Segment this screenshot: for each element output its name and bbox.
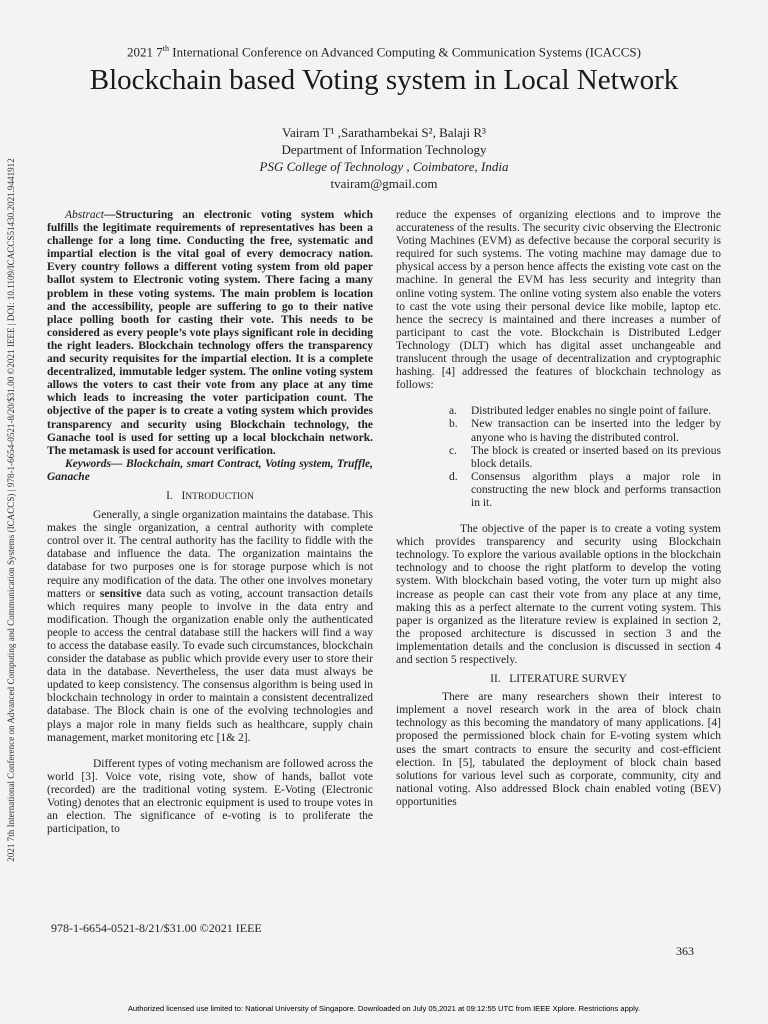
right-paragraph-3: There are many researchers shown their interest to implement a novel research work in the area of block chain technology as this becoming the mandatory of many applications. [4] proposed the permissioned block chain for E-voting system which uses the smart contracts to ensure the security and cost-efficient election. In [5], tabulated the deployment of block chain based solutions for various level such as corporate, community, city and national voting. Also addressed Block chain enabled voting (BEV) opportunities (396, 691, 721, 808)
section-number: I. (166, 489, 173, 502)
list-item (449, 418, 721, 444)
list-item-text: The block is created or inserted based on its previous block details. (471, 444, 721, 470)
abstract (47, 209, 373, 458)
list-marker: c. (449, 444, 457, 457)
list-item (449, 405, 721, 418)
intro-p1-bold: sensitive (99, 587, 142, 600)
conf-ordinal: th (162, 44, 170, 53)
section-heading-introduction (47, 490, 373, 504)
right-paragraph-2: The objective of the paper is to create a voting system which provides transparency and security using Blockchain technology. To explore the various available options in the blockchain technology and to choose the right platform to develop the voting system. With blockchain based voting, the voter turn up might also increase as people can cast their vote from any place at any time, making this as a perfect alternate to the current voting system. This paper is organized as the literature review is explained in section 2, the proposed architecture is discussed in section 3 and the implementation details and the conclusion is discussed in section 4 and section 5 respectively. (396, 523, 721, 666)
paper-title: Blockchain based Voting system in Local Network (89, 64, 679, 96)
left-column (47, 209, 373, 836)
abstract-label: Abstract (65, 209, 104, 221)
list-item (449, 445, 721, 471)
doi-sidebar (4, 130, 18, 890)
author-block (0, 124, 768, 192)
section-title-initial: I (181, 489, 186, 502)
list-marker: b. (449, 418, 458, 431)
right-paragraph-1: reduce the expenses of organizing elections and to improve the accurateness of the results. The security civic observing the Electronic Voting Machines (EVM) as defective because the corporal security is required for such systems. The voting machine may damage due to physical access by a person hence affects the existing vote cast on the machine. In general the EVM has less security and integrity than online voting system. The online voting system also enable the voters to cast the vote using their personal device like mobile, laptop etc. hence the secrecy is maintained and there increases a number of participant to cast the vote. Blockchain is Distributed Ledger Technology (DLT) which has digital asset unchangeable and translucent through the usage of decentralization and cryptographic hashing. [4] addressed the features of blockchain technology as follows: (396, 209, 721, 392)
author-names: Vairam T¹ ,Sarathambekai S², Balaji R³ (282, 125, 486, 140)
intro-paragraph-1 (47, 509, 373, 745)
author-department: Department of Information Technology (281, 142, 487, 157)
intro-p1-end: data such as voting, account transaction details which requires many people to involve in the data entry and modification. Though the organization enable only the authenticated people to access the central database still the hackers will find a way to access the database easily. To evade such circumstances, blockchain consider the database as public which provide every user to store their data in the database. Nevertheless, the user data must always be updated to keep consistency. The consensus algorithm is being used in blockchain technology in order to maintain a consistent decentralized database. The Block chain is one of the evolving technologies and plays a major role in many fields such as healthcare, supply chain management, market monitoring etc [1& 2]. (47, 587, 373, 744)
conf-name: International Conference on Advanced Computing & Communication Systems (ICACCS) (169, 44, 641, 60)
isbn-footer: 978-1-6654-0521-8/21/$31.00 ©2021 IEEE (51, 921, 262, 935)
abstract-text: —Structuring an electronic voting system which fulfills the legitimate requirements of representatives has been a challenge for a long time. Conducting the free, systematic and impartial election is the vital goal of every democracy nation. Every country follows a different voting system from old paper ballot system to Electronic voting system. There facing a many problem in these voting systems. The main problem is location and the accessibility, people are suffering to go to their native place polling booth for casting their vote. This needs to be considered as every people’s vote plays significant role in deciding the right leaders. Blockchain technology offers the transparency and security requisites for the impartial election. It is a complete decentralized, immutable ledger system. The online voting system allows the voters to cast their vote from any place at any time which leads to increasing the voter participation count. The objective of the paper is to create a voting system which provides transparency and security using Blockchain technology, the Ganache tool is used for setting up a local blockchain network. The metamask is used for account verification. (47, 209, 373, 457)
section-number: II. (490, 673, 501, 686)
conference-header (0, 44, 768, 60)
section-heading-literature-survey (396, 673, 721, 686)
list-item-text: New transaction can be inserted into the ledger by anyone who is having the distributed control. (471, 418, 721, 444)
section-title-rest: NTRODUCTION (185, 491, 254, 502)
list-item-text: Consensus algorithm plays a major role in constructing the new block and performs transaction in it. (471, 470, 721, 509)
right-column (396, 209, 721, 809)
keywords: Keywords— Blockchain, smart Contract, Voting system, Truffle, Ganache (47, 457, 373, 483)
list-marker: a. (449, 405, 457, 418)
blockchain-features-list (449, 405, 721, 510)
intro-p1-start: Generally, a single organization maintains the database. This makes the single organization, a central authority with complete control over it. The central authority has the facility to fiddle with the database and influence the data. The organization maintains the database for two purposes one is for storage purpose which is not require any modification of the data. The other one involves monetary matters or (47, 509, 373, 600)
conf-year: 2021 7 (127, 44, 163, 60)
section-title: LITERATURE SURVEY (509, 673, 627, 686)
author-email[interactable]: tvairam@gmail.com (330, 176, 438, 191)
license-notice: Authorized licensed use limited to: National University of Singapore. Downloaded on July 05,2021 at 09:12:55 UTC from IEEE Xplore. Restrictions apply. (127, 1004, 641, 1013)
intro-paragraph-2: Different types of voting mechanism are followed across the world [3]. Voice vote, rising vote, show of hands, ballot vote (recorded) are the traditional voting system. E-Voting (Electronic Voting) denotes that an electronic equipment is used to troupe votes in an election. The significance of e-voting is to proliferate the participation, to (47, 757, 373, 836)
doi-sidebar-text: 2021 7th International Conference on Advanced Computing and Communication Systems (ICACCS) | 978-1-6654-0521-8/20/$31.00 ©2021 IEEE | DOI: 10.1109/ICACCS51430.2021.9441912 (6, 158, 16, 862)
list-marker: d. (449, 470, 458, 483)
list-item (449, 471, 721, 510)
author-institution: PSG College of Technology , Coimbatore, India (259, 159, 509, 174)
list-item-text: Distributed ledger enables no single point of failure. (471, 405, 712, 418)
page-number: 363 (676, 944, 694, 958)
